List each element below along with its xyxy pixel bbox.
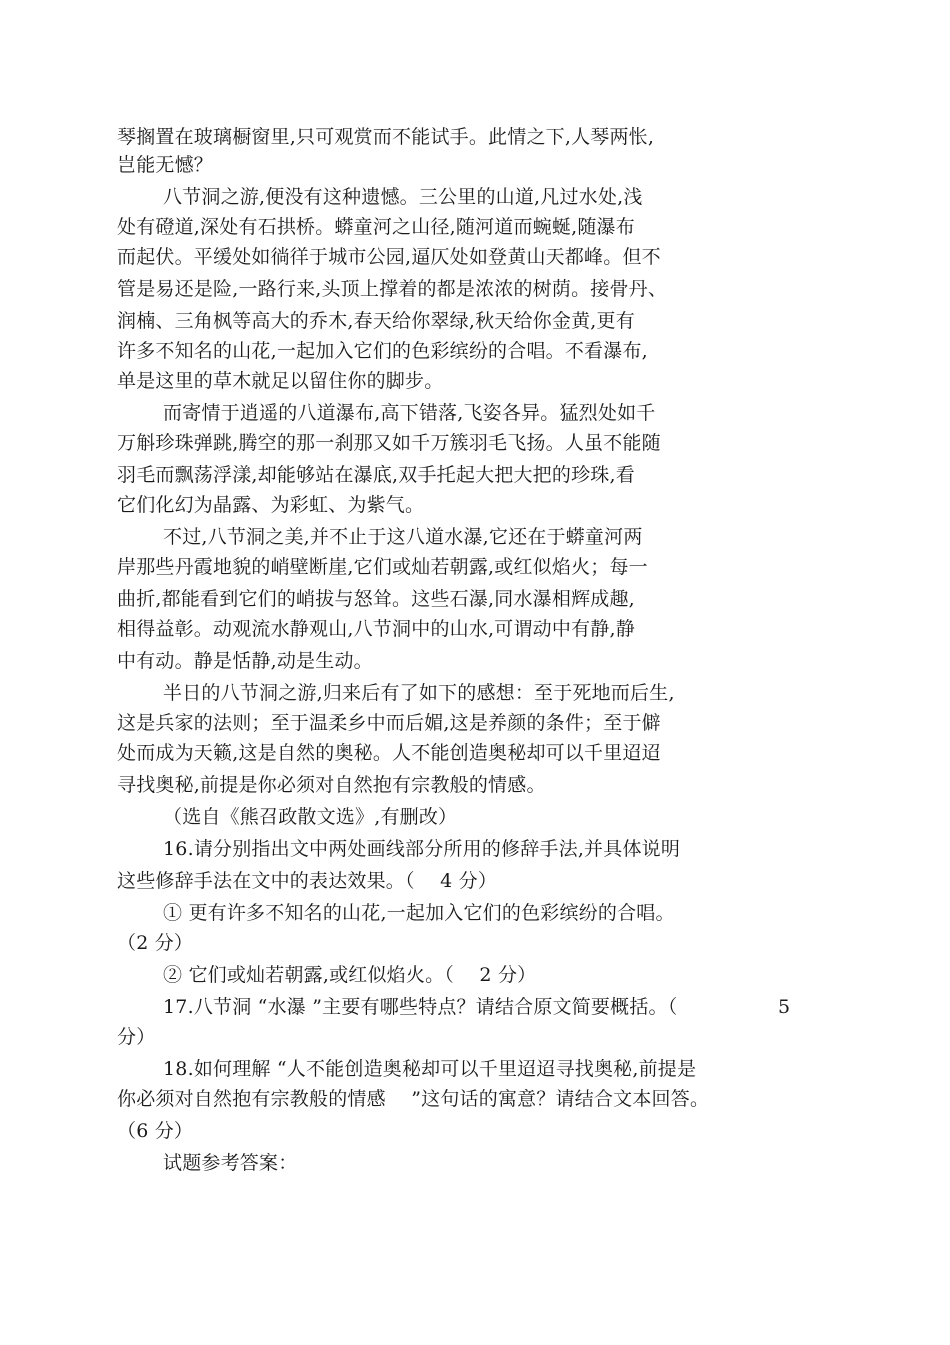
question-18: 18.如何理解 “人不能创造奥秘却可以千里迢迢寻找奥秘,前提是 xyxy=(163,1058,697,1080)
text-line: 相得益彰。动观流水静观山,八节洞中的山水,可谓动中有静,静 xyxy=(117,618,635,640)
question-16-item-2: ② 它们或灿若朝露,或红似焰火。（ 2 分） xyxy=(163,964,537,986)
text-line: 管是易还是险,一路行来,头顶上撑着的都是浓浓的树荫。接骨丹、 xyxy=(117,278,668,300)
text-line: 而起伏。平缓处如徜徉于城市公园,逼仄处如登黄山天都峰。但不 xyxy=(117,246,661,268)
text-line: 曲折,都能看到它们的峭拔与怒耸。这些石瀑,同水瀑相辉成趣, xyxy=(117,588,635,610)
paragraph-line: 而寄情于逍遥的八道瀑布,高下错落,飞姿各异。猛烈处如千 xyxy=(163,402,656,424)
text-line: 润楠、三角枫等高大的乔木,春天给你翠绿,秋天给你金黄,更有 xyxy=(117,310,635,332)
text-line: 处有磴道,深处有石拱桥。蟒童河之山径,随河道而蜿蜒,随瀑布 xyxy=(117,216,635,238)
text-line: 岸那些丹霞地貌的峭壁断崖,它们或灿若朝露,或红似焰火；每一 xyxy=(117,556,648,578)
text-line: 它们化幻为晶露、为彩虹、为紫气。 xyxy=(117,494,425,516)
text-line: 羽毛而飘荡浮漾,却能够站在瀑底,双手托起大把大把的珍珠,看 xyxy=(117,464,635,486)
text-line: （2 分） xyxy=(117,932,194,954)
text-line: 寻找奥秘,前提是你必须对自然抱有宗教般的情感。 xyxy=(117,774,546,796)
text-line: 中有动。静是恬静,动是生动。 xyxy=(117,650,373,672)
question-17: 17.八节洞 “水瀑 ”主要有哪些特点？请结合原文简要概括。（ xyxy=(163,996,678,1018)
question-16-item-1: ① 更有许多不知名的山花,一起加入它们的色彩缤纷的合唱。 xyxy=(163,902,675,924)
source-citation: （选自《熊召政散文选》,有删改） xyxy=(163,806,458,828)
paragraph-line: 八节洞之游,便没有这种遗憾。三公里的山道,凡过水处,浅 xyxy=(163,186,643,208)
text-line: 这是兵家的法则；至于温柔乡中而后媚,这是养颜的条件；至于僻 xyxy=(117,712,661,734)
text-line: （6 分） xyxy=(117,1120,194,1142)
text-line: 这些修辞手法在文中的表达效果。（ 4 分） xyxy=(117,870,498,892)
text-line: 琴搁置在玻璃橱窗里,只可观赏而不能试手。此情之下,人琴两怅, xyxy=(117,126,655,148)
text-line: 处而成为天籁,这是自然的奥秘。人不能创造奥秘却可以千里迢迢 xyxy=(117,742,661,764)
paragraph-line: 半日的八节洞之游,归来后有了如下的感想：至于死地而后生, xyxy=(163,682,675,704)
text-line: 万斛珍珠弹跳,腾空的那一刹那又如千万簇羽毛飞扬。人虽不能随 xyxy=(117,432,661,454)
text-line: 单是这里的草木就足以留住你的脚步。 xyxy=(117,370,444,392)
text-line: 许多不知名的山花,一起加入它们的色彩缤纷的合唱。不看瀑布, xyxy=(117,340,648,362)
paragraph-line: 不过,八节洞之美,并不止于这八道水瀑,它还在于蟒童河两 xyxy=(163,526,643,548)
text-line: 分） xyxy=(117,1026,156,1048)
question-16: 16.请分别指出文中两处画线部分所用的修辞手法,并具体说明 xyxy=(163,838,681,860)
score-value: 5 xyxy=(778,996,791,1018)
text-line: 你必须对自然抱有宗教般的情感 ”这句话的寓意？请结合文本回答。 xyxy=(117,1088,710,1110)
answer-heading: 试题参考答案： xyxy=(163,1152,298,1174)
text-line: 岂能无憾？ xyxy=(117,154,214,176)
